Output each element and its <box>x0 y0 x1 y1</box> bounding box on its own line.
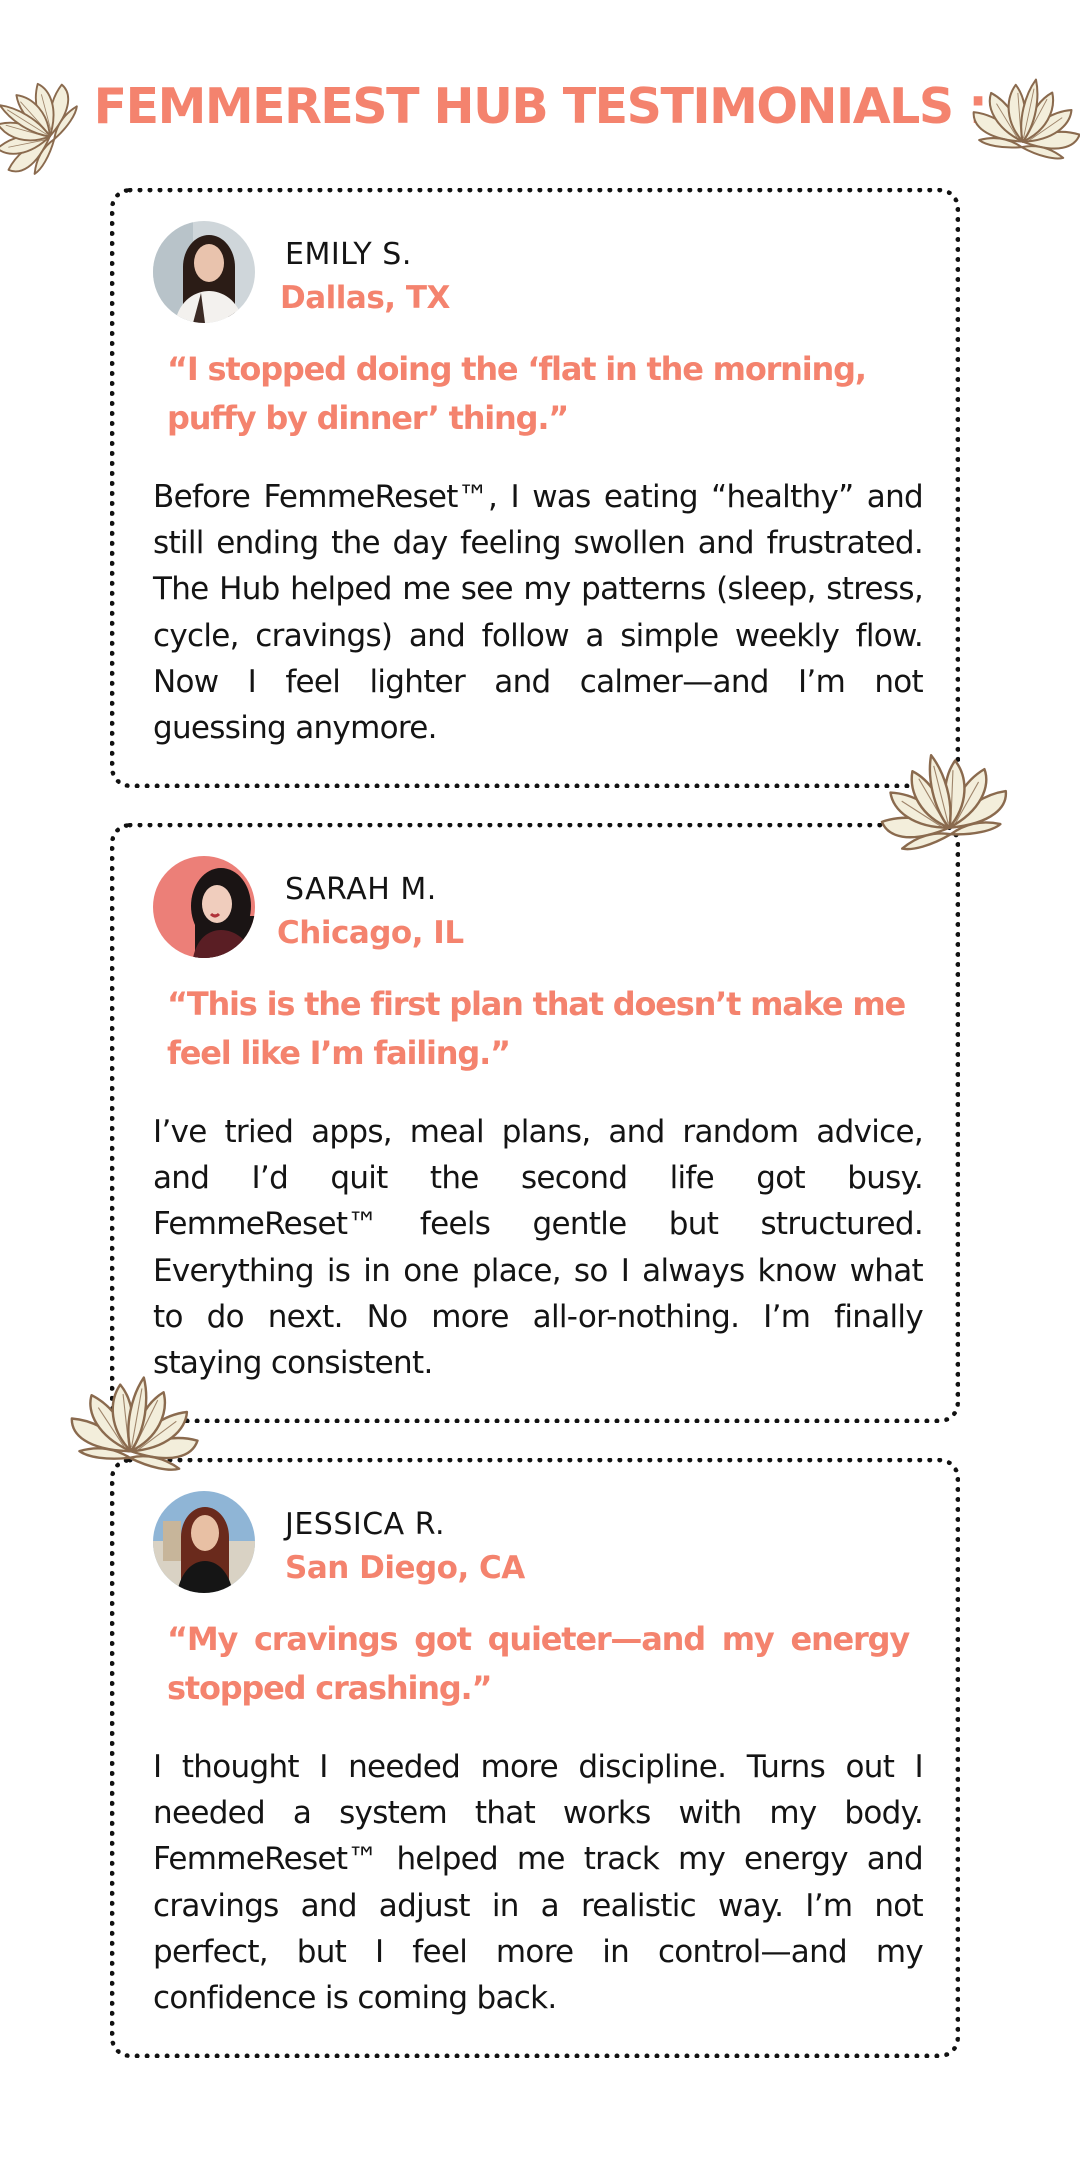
testimonial-card-jessica <box>110 1458 960 2058</box>
reviewer-name: JESSICA R. <box>285 1507 446 1542</box>
page-title: FEMMEREST HUB TESTIMONIALS : <box>93 78 987 135</box>
lotus-flower-icon-top-right <box>972 58 1080 176</box>
testimonial-body: I’ve tried apps, meal plans, and random advice, and I’d quit the second life got busy. FemmeReset™ feels gentle but structured. Everything is in one place, so I always know what to do next. No more all-or-nothing. I’m finally staying consistent. <box>153 1114 923 1382</box>
testimonial-body: I thought I needed more discipline. Turns out I needed a system that works with my body. FemmeReset™ helped me track my energy and cravings and adjust in a realistic way. I’m not perfect, but I feel more in control—and my confidence is coming back. <box>153 1749 923 2017</box>
reviewer-location: Chicago, IL <box>277 915 464 951</box>
testimonial-card-sarah <box>110 823 960 1423</box>
reviewer-location: San Diego, CA <box>285 1550 525 1586</box>
avatar-sarah <box>153 856 255 958</box>
testimonial-quote: “My cravings got quieter—and my energy stopped crashing.” <box>167 1620 909 1707</box>
testimonial-quote: “This is the first plan that doesn’t make me feel like I’m failing.” <box>167 985 905 1072</box>
avatar-emily <box>153 221 255 323</box>
reviewer-name: SARAH M. <box>285 872 437 907</box>
lotus-flower-icon-mid-left <box>70 1358 202 1486</box>
testimonial-quote: “I stopped doing the ‘flat in the morning, puffy by dinner’ thing.” <box>167 350 866 437</box>
reviewer-name: EMILY S. <box>285 237 412 272</box>
testimonial-card-emily <box>110 188 960 788</box>
lotus-flower-icon-top-left <box>0 58 82 190</box>
reviewer-location: Dallas, TX <box>280 280 450 316</box>
avatar-jessica <box>153 1491 255 1593</box>
testimonial-body: Before FemmeReset™, I was eating “healthy” and still ending the day feeling swollen and frustrated. The Hub helped me see my patterns (sleep, stress, cycle, cravings) and follow a simple weekly flow. Now I feel lighter and calmer—and I’m not guessing anymore. <box>153 479 923 747</box>
lotus-flower-icon-mid-right <box>876 735 1008 863</box>
